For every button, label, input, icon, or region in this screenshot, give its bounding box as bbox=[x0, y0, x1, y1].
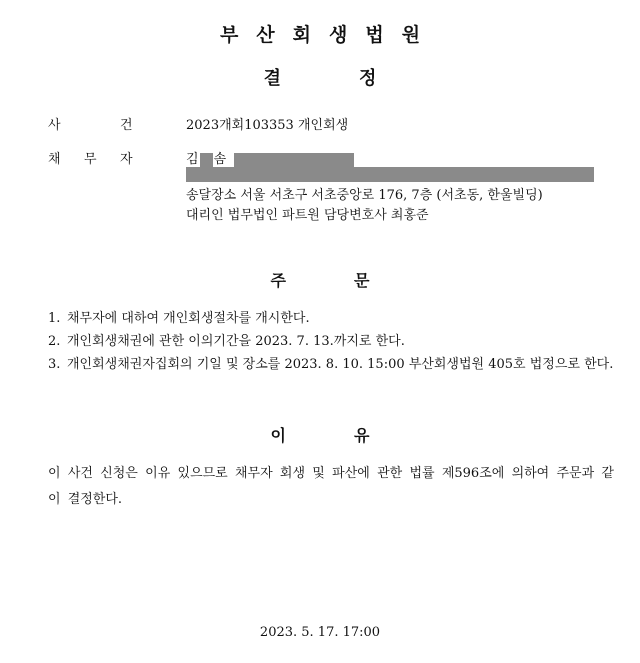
debtor-label-char: 무 bbox=[84, 152, 97, 167]
document-title bbox=[0, 64, 640, 90]
reason-heading-left: 이 bbox=[270, 426, 286, 445]
document-title-left: 결 bbox=[263, 68, 281, 89]
court-name: 부산회생법원 bbox=[219, 24, 439, 46]
reason-text: 이 사건 신청은 이유 있으므로 채무자 회생 및 파산에 관한 법률 제596조에 의하여 주문과 같이 결정한다. bbox=[48, 466, 614, 507]
debtor-label-char: 자 bbox=[120, 152, 133, 167]
order-heading bbox=[0, 268, 640, 291]
case-number: 2023개회103353 개인회생 bbox=[186, 118, 349, 133]
reason-heading-right: 유 bbox=[354, 426, 370, 445]
redaction-block bbox=[186, 167, 594, 182]
order-item-number: 1. bbox=[48, 311, 61, 326]
representative: 대리인 법무법인 파트원 담당변호사 최홍준 bbox=[186, 208, 429, 223]
service-address: 송달장소 서울 서초구 서초중앙로 176, 7층 (서초동, 한울빌딩) bbox=[186, 188, 543, 203]
order-item-text: 채무자에 대하여 개인회생절차를 개시한다. bbox=[67, 311, 310, 326]
debtor-address-redacted bbox=[186, 167, 594, 182]
debtor-name bbox=[186, 148, 354, 167]
order-item-text: 개인회생채권에 관한 이의기간을 2023. 7. 13.까지로 한다. bbox=[67, 334, 405, 349]
order-item-number: 2. bbox=[48, 334, 61, 349]
decision-date: 2023. 5. 17. 17:00 bbox=[259, 625, 381, 640]
reason-heading bbox=[0, 423, 640, 446]
case-label-char: 사 bbox=[48, 118, 61, 133]
order-item bbox=[48, 330, 614, 353]
document-title-right: 정 bbox=[359, 68, 377, 89]
order-heading-left: 주 bbox=[270, 271, 286, 290]
order-item-number: 3. bbox=[48, 357, 61, 372]
debtor-name-first: 김 bbox=[186, 152, 199, 167]
order-item bbox=[48, 307, 614, 330]
redaction-block bbox=[200, 153, 213, 167]
debtor-name-last: 솜 bbox=[213, 152, 227, 167]
case-label-char: 건 bbox=[120, 118, 133, 133]
order-heading-right: 문 bbox=[354, 271, 370, 290]
debtor-label-char: 채 bbox=[48, 152, 61, 167]
order-item bbox=[48, 353, 614, 376]
redaction-block bbox=[234, 153, 354, 167]
order-item-text: 개인회생채권자집회의 기일 및 장소를 2023. 8. 10. 15:00 부산회생법원 405호 법정으로 한다. bbox=[67, 357, 614, 372]
